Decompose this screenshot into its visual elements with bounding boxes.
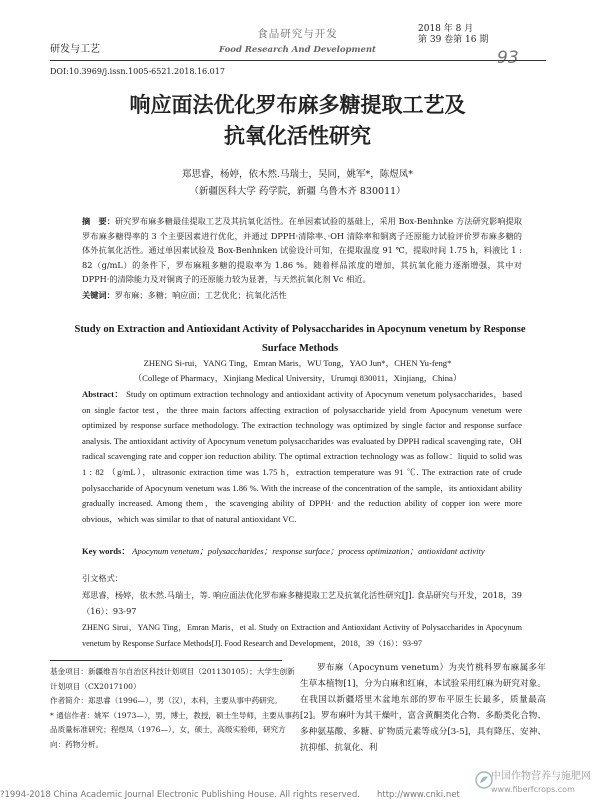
keywords-en-text: Apocynum venetum；polysaccharides；response surface；process optimization；antioxidant activity bbox=[132, 546, 485, 556]
authors-en-block bbox=[0, 356, 595, 385]
affiliation-cn: （新疆医科大学 药学院，新疆 乌鲁木齐 830011） bbox=[189, 186, 406, 197]
watermark-url: www.fiberfcrops.com bbox=[491, 785, 575, 794]
journal-name-en: Food Research And Development bbox=[219, 45, 376, 55]
issue-volume: 第 39 卷第 16 期 bbox=[418, 35, 489, 45]
keywords-cn bbox=[82, 288, 522, 303]
abstract-cn bbox=[82, 214, 522, 287]
page-number: 93 bbox=[497, 48, 519, 68]
citation-block bbox=[82, 570, 522, 653]
watermark-text: 中国作物营养与施肥网 bbox=[491, 771, 591, 782]
keywords-en-label: Key words： bbox=[82, 546, 130, 556]
doi: DOI:10.3969/j.issn.1005-6521.2018.16.017 bbox=[50, 67, 225, 76]
journal-name-cn: 食品研究与开发 bbox=[257, 28, 338, 40]
watermark bbox=[491, 770, 591, 796]
article-title-en-line2: Surface Methods bbox=[261, 343, 339, 354]
citation-cn: 郑思睿，杨婷，依木然.马瑞士，等. 响应面法优化罗布麻多糖提取工艺及抗氧化活性研究[J]. 食品研究与开发，2018，39（16）：93-97 bbox=[82, 589, 522, 616]
citation-label: 引文格式： bbox=[82, 573, 123, 583]
keywords-cn-text: 罗布麻；多糖；响应面；工艺优化；抗氧化活性 bbox=[114, 290, 287, 300]
issue-info bbox=[418, 24, 488, 46]
article-title-cn-line2: 抗氧化活性研究 bbox=[224, 124, 371, 148]
footnote-author: 作者简介：郑思睿（1996—），男（汉），本科，主要从事中药研究。 bbox=[50, 696, 282, 705]
issue-date: 2018 年 8 月 bbox=[418, 24, 474, 34]
citation-en: ZHENG Sirui，YANG Ting，Emran Maris，et al. Study on Extraction and Antioxidant Activity of Polysaccharides in Apocynum venetum by Response Surface Methods[J]. Food Research and Development，2018，39（16）：93-97 bbox=[82, 622, 522, 648]
keywords-en bbox=[82, 544, 522, 559]
abstract-en-label: Abstract： bbox=[82, 389, 124, 399]
keywords-cn-label: 关键词： bbox=[82, 290, 115, 300]
abstract-cn-text: 研究罗布麻多糖最佳提取工艺及其抗氧化活性。在单因素试验的基础上，采用 Box-Benhnke 方法研究影响提取罗布麻多糖得率的 3 个主要因素进行优化，并通过 DPPH·清除率、·OH 清除率和铜离子还原能力试验评价罗布麻多糖的体外抗氧化活性。通过单因素试验及 Box-Benhnken 试验设计可知，在提取温度 91 ℃，提取时间 1.75 h，料液比 1 : 82（g/mL）的条件下，罗布麻粗多糖的提取率为 1.86 %。随着样品浓度的增加，其抗氧化能力逐渐增强，其中对 DPPH·的清除能力及对铜离子的还原能力较为显著，与天然抗氧化剂 Vc 相近。 bbox=[82, 216, 522, 284]
authors-cn-block bbox=[0, 166, 595, 200]
copyright-footer: ?1994-2018 China Academic Journal Electronic Publishing House. All rights reserved. http://www.cnki.net bbox=[0, 790, 460, 800]
footnote-rule bbox=[50, 660, 282, 661]
article-title-en bbox=[70, 320, 530, 358]
abstract-en bbox=[82, 387, 522, 527]
footnote-fund: 基金项目：新疆维吾尔自治区科技计划项目（201130105）；大学生创新计划项目（CX2017100） bbox=[50, 667, 295, 691]
article-title-cn bbox=[0, 90, 595, 152]
article-title-cn-line1: 响应面法优化罗布麻多糖提取工艺及 bbox=[129, 93, 466, 117]
abstract-cn-label: 摘 要： bbox=[82, 216, 116, 226]
authors-cn: 郑思睿，杨婷，依木然.马瑞士，吴同，姚军*，陈煜凤* bbox=[181, 169, 414, 180]
authors-en: ZHENG Si-rui，YANG Ting，Emran Maris，WU Tong，YAO Jun*，CHEN Yu-feng* bbox=[143, 358, 452, 368]
introduction-text: 罗布麻（Apocynum venetum）为夹竹桃科罗布麻属多年生草本植物[1]，分为白麻和红麻，本试验采用红麻为研究对象。在我国以新疆塔里木盆地东部的罗布平原生长最多，质量最高[2]。罗布麻叶为其干燥叶，富含黄酮类化合物、多酚类化合物、多种氨基酸、多糖、矿物质元素等成分[3-5]，具有降压、安神、抗抑郁、抗氧化、利 bbox=[300, 663, 546, 753]
header-rule bbox=[50, 60, 546, 61]
footnote bbox=[50, 665, 300, 752]
article-title-en-line1: Study on Extraction and Antioxidant Activity of Polysaccharides in Apocynum venetum by Response bbox=[74, 324, 526, 335]
abstract-en-text: Study on optimum extraction technology and antioxidant activity of Apocynum venetum polysaccharides，based on single factor test，the three main factors affecting extraction of polysaccharide yield from Apocynum venetum were optimized by response surface methodology. The extraction technology was optimized by single factor and response surface analysis. The antioxidant activity of Apocynum venetum polysaccharides was evaluated by DPPH radical scavenging rate，OH radical scavenging rate and copper ion reduction ability. The optimal extraction technology was as follow：liquid to solid was 1 : 82 （g/mL），ultrasonic extraction time was 1.75 h，extraction temperature was 91 ℃. The extraction rate of crude polysaccharide of Apocynum venetum was 1.86 %. With the increase of the concentration of the sample，its antioxidant ability gradually increased. Among them，the scavenging ability of DPPH· and the reduction ability of copper ion were more obvious，which was similar to that of natural antioxidant VC. bbox=[82, 389, 523, 524]
footnote-corresponding: * 通信作者：姚军（1973—），男，博士，教授，硕士生导师，主要从事药品质量标准研究；程煜凤（1976—），女，硕士，高级实验师，研究方向：药物分析。 bbox=[50, 710, 300, 749]
section-label: 研发与工艺 bbox=[50, 44, 100, 55]
affiliation-en: （College of Pharmacy，Xinjiang Medical University，Urumqi 830011，Xinjiang，China） bbox=[133, 372, 462, 383]
